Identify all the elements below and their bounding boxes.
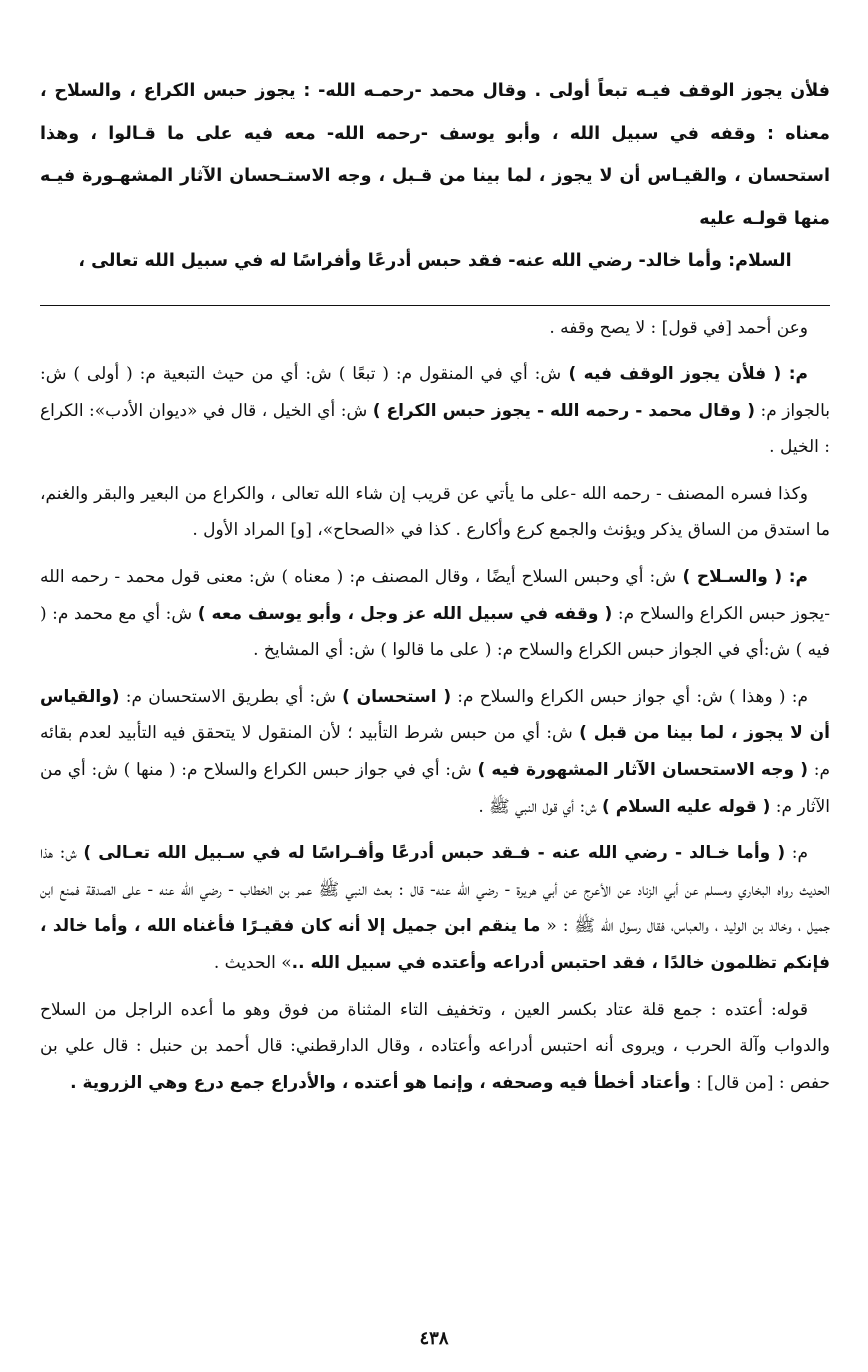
hadith-quote: ما ينقم ابن جميل إلا أنه كان فقيـرًا فأغناه الله ، وأما خالد ، فإنكم تظلمون خالدًا ، فقد احتبس أدراعه وأعتده في سبيل الله .. [40, 916, 830, 973]
quote-marker: م: ( والسـلاح ) [675, 567, 808, 588]
quote-marker: ( وقال محمد - رحمه الله - يجوز حبس الكراع ) [372, 400, 755, 421]
commentary-paragraph-4 [40, 559, 830, 669]
commentary-text: قوله: أعتده : جمع قلة عتاد بكسر العين ، وتخفيف التاء المثناة من فوق وهو ما أعده الراجل من السلاح والدواب وآلة الحرب ، ويروى أنه احتبس أدراعه وأعتاده ، وقال الدارقطني: قال أحمد بن حنبل : قال علي بن حفص : [من قال] : [40, 999, 830, 1093]
commentary-text: م: [785, 843, 808, 864]
matn-paragraph: فلأن يجوز الوقف فيـه تبعاً أولى . وقال محمد -رحمـه الله- : يجوز حبس الكراع ، والسلاح ، معناه : وقفه في سبيل الله ، وأبو يوسف -رحمه الله- معه فيه على ما قـالوا ، وهذا استحسان ، والقيـاس أن لا يجوز ، لما بينا من قـبل ، وجه الاستـحسان الآثار المشهـورة فيـه منها قولـه عليه [40, 81, 830, 229]
commentary-text: ش: أي قول النبي ﷺ . [478, 796, 603, 817]
commentary-paragraph-5 [40, 679, 830, 825]
commentary-text: م: ( وهذا ) ش: أي جواز حبس الكراع والسلاح م: [451, 686, 808, 707]
quote-marker: ( استحسان ) [342, 686, 452, 707]
footnote-divider [40, 305, 830, 306]
commentary-paragraph-2 [40, 356, 830, 466]
commentary-paragraph-7 [40, 992, 830, 1102]
quote-marker: وأعتاد أخطأ فيه وصحفه ، وإنما هو أعتده ، والأدراع جمع درع وهي الزروية . [70, 1072, 691, 1093]
commentary-text: ش: هذا الحديث رواه البخاري ومسلم عن أبي الزناد عن الأعرج عن أبي هريرة - رضي الله عنه- قال : بعث النبي ﷺ عمر بن الخطاب - رضي الله عنه - على الصدقة فمنع ابن جميل ، وخالد بن الوليد ، والعباس، فقال رسول الله ﷺ : « [40, 843, 830, 937]
quote-marker: ( وجه الاستحسان الآثار المشهورة فيه ) [477, 760, 809, 781]
document-page [40, 70, 830, 1360]
commentary-paragraph-1: وعن أحمد [في قول] : لا يصح وقفه . [549, 317, 808, 338]
quote-marker: (والقياس أن لا يجوز ، لما بينا من قبل ) [40, 686, 830, 744]
commentary-text: ش: أي بطريق الاستحسان م: [119, 686, 343, 707]
matn-last-line: السلام: وأما خالد- رضي الله عنه- فقد حبس أدرعًا وأفراسًا له في سبيل الله تعالى ، [78, 251, 792, 271]
commentary-text: ش: أي في جواز حبس الكراع والسلاح م: ( منها ) ش: أي من الآثار م: [40, 760, 830, 817]
commentary-text: ش: أي الخيل ، قال في «ديوان الأدب»: الكراع : الخيل . [40, 400, 830, 458]
commentary-paragraph-3: وكذا فسره المصنف - رحمه الله -على ما يأتي عن قريب إن شاء الله تعالى ، والكراع من البعير والبقر والغنم، ما استدق من الساق يذكر ويؤنث والجمع كرع وأكارع . كذا في «الصحاح»، [و] المراد الأول . [40, 483, 830, 541]
quote-marker: ( وقفه في سبيل الله عز وجل ، وأبو يوسف معه ) [197, 603, 613, 624]
commentary-text: ش: أي في المنقول م: ( تبعًا ) ش: أي من حيث التبعية م: ( أولى ) ش: بالجواز م: [40, 364, 831, 421]
quote-marker: ( وأما خـالد - رضي الله عنه - فـقد حبس أدرعًا وأفـراسًا له في سـبيل الله تعـالى ) [83, 843, 786, 864]
commentary-text: » الحديث . [213, 953, 292, 973]
quote-marker: ( قوله عليه السلام ) [602, 796, 771, 817]
page-number: ٤٣٨ [419, 1328, 449, 1349]
commentary [40, 310, 830, 1102]
commentary-text: ش: أي من حبس شرط التأبيد ؛ لأن المنقول لا يتحقق فيه التأبيد لعدم بقائه م: [40, 723, 830, 781]
quote-marker: م: ( فلأن يجوز الوقف فيه ) [561, 364, 808, 385]
matn-text [40, 70, 830, 283]
commentary-text: ش: أي مع محمد م: ( فيه ) ش:أي في الجواز حبس الكراع والسلاح م: ( على ما قالوا ) ش: أي المشايخ . [40, 603, 830, 661]
commentary-text: ش: أي وحبس السلاح أيضًا ، وقال المصنف م: ( معناه ) ش: معنى قول محمد - رحمه الله -يجوز حبس الكراع والسلاح م: [40, 567, 830, 624]
commentary-paragraph-6 [40, 835, 830, 981]
